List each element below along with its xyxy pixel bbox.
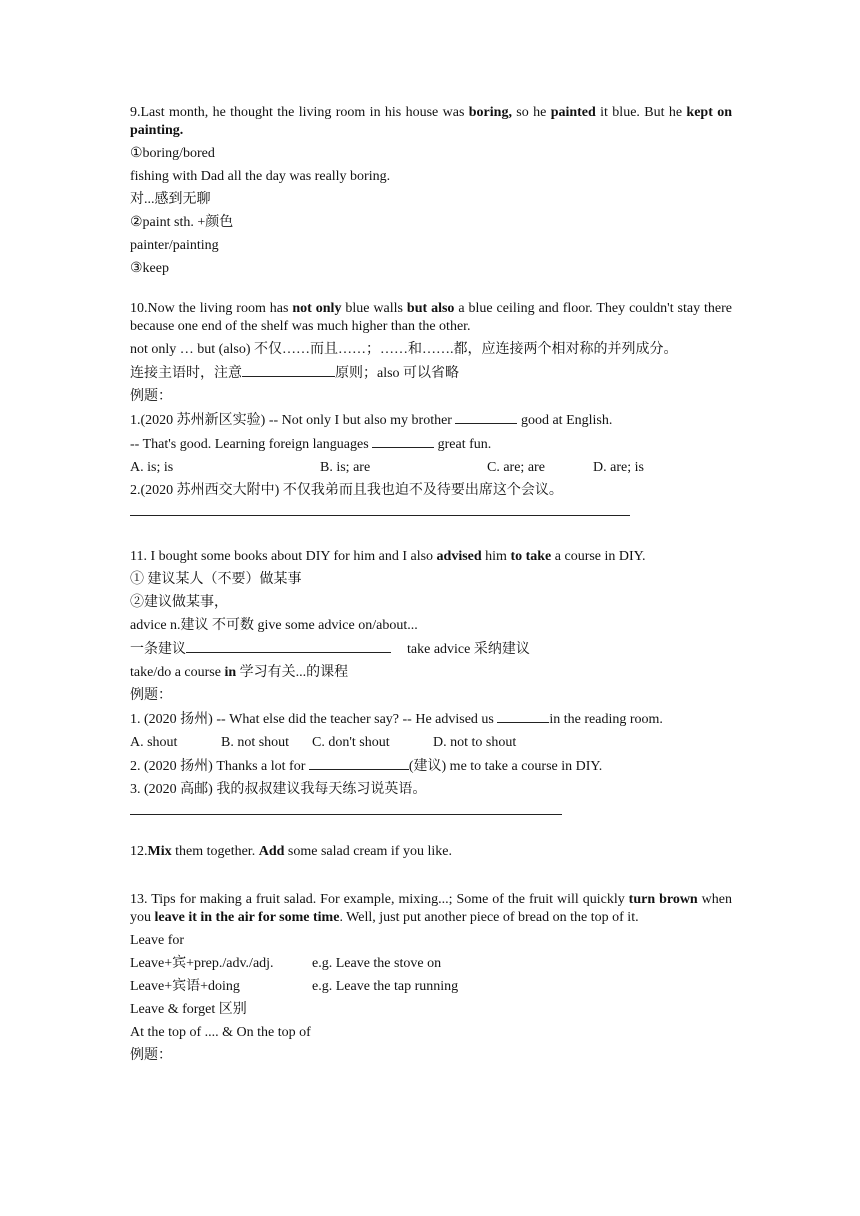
example-label: 例题： (130, 389, 172, 404)
text: in the reading room. (549, 712, 663, 727)
document-page (130, 104, 732, 1065)
text: 11. I bought some books about DIY for him and I also (130, 549, 437, 564)
text: so he (511, 105, 551, 120)
text: 原则；also 可以省略 (335, 366, 460, 381)
text: e.g. Leave the tap running (312, 979, 459, 994)
option-d: D. are; is (593, 460, 644, 475)
text: e.g. Leave the stove on (312, 956, 442, 971)
text: 10.Now the living room has (130, 301, 293, 316)
option-b: B. not shout (221, 735, 290, 750)
bold-text: not only (292, 301, 342, 316)
item-10-sentence (130, 300, 732, 336)
question-3: 3. (2020 高邮) 我的叔叔建议我每天练习说英语。 (130, 782, 427, 797)
bold-text: painted (550, 105, 596, 120)
bold-text: to take (510, 549, 552, 564)
note-line: ①boring/bored (130, 146, 215, 161)
note-line: ②paint sth. +颜色 (130, 215, 234, 230)
item-9-sentence (130, 104, 732, 140)
note-line (130, 640, 732, 659)
question-1 (130, 710, 732, 729)
text: 1. (2020 扬州) -- What else did the teacher say? -- He advised us (130, 712, 498, 727)
bold-text: boring, (468, 105, 512, 120)
text: 一条建议 (130, 642, 186, 657)
note-line: At the top of .... & On the top of (130, 1025, 311, 1040)
option-a: A. shout (130, 735, 178, 750)
fill-blank[interactable] (455, 411, 517, 424)
bold-text: turn brown (628, 892, 698, 907)
option-d: D. not to shout (433, 735, 517, 750)
option-c: C. are; are (487, 460, 545, 475)
fill-blank[interactable] (309, 757, 409, 770)
bold-text: Mix (147, 844, 172, 859)
text: good at English. (517, 413, 613, 428)
text: 9.Last month, he thought the living room in his house was (130, 105, 469, 120)
text: . Well, just put another piece of bread on the top of it. (339, 910, 639, 925)
text: Leave+宾+prep./adv./adj. (130, 956, 274, 971)
question-2: 2.(2020 苏州西交大附中) 不仅我弟而且我也迫不及待要出席这个会议。 (130, 483, 563, 498)
text: -- That's good. Learning foreign languages (130, 437, 373, 452)
option-a: A. is; is (130, 460, 174, 475)
bold-text: advised (436, 549, 482, 564)
bold-text: kept on painting. (130, 105, 732, 138)
fill-blank[interactable] (186, 640, 391, 653)
text: some salad cream if you like. (284, 844, 452, 859)
bold-text: Add (258, 844, 285, 859)
text: when you (130, 892, 732, 925)
text: 12. (130, 844, 148, 859)
note-line: ③keep (130, 261, 169, 276)
item-13-sentence (130, 891, 732, 927)
question-1 (130, 411, 732, 430)
example-label: 例题： (130, 1048, 172, 1063)
text: a course in DIY. (551, 549, 646, 564)
bold-text: leave it in the air for some time (154, 910, 340, 925)
text: 1.(2020 苏州新区实验) -- Not only I but also my brother (130, 413, 456, 428)
text: blue walls (341, 301, 407, 316)
option-b: B. is; are (320, 460, 371, 475)
note-line (130, 955, 732, 973)
answer-options (130, 734, 732, 752)
spacer (130, 278, 732, 300)
text: 13. Tips for making a fruit salad. For example, mixing...; Some of the fruit will quickly (130, 892, 629, 907)
text: take/do a course (130, 665, 225, 680)
fill-blank[interactable] (497, 710, 549, 723)
text: 学习有关...的课程 (236, 665, 349, 680)
text: them together. (171, 844, 259, 859)
text: 连接主语时，注意 (130, 366, 242, 381)
item-12-sentence (130, 843, 732, 861)
note-line: 对...感到无聊 (130, 192, 211, 207)
note-line: not only … but (also) 不仅……而且……；……和…….都，应连接两个相对称的并列成分。 (130, 342, 678, 357)
note-line: fishing with Dad all the day was really boring. (130, 169, 391, 184)
bold-text: in (224, 665, 237, 680)
fill-blank[interactable] (372, 435, 434, 448)
note-line (130, 978, 732, 996)
text: him (481, 549, 511, 564)
question-1-reply (130, 435, 732, 454)
note-line: advice n.建议 不可数 give some advice on/about... (130, 618, 418, 633)
item-11-sentence (130, 548, 732, 566)
note-line (130, 364, 732, 383)
text: a blue ceiling and floor. They couldn't stay there because one end of the shelf was much higher than the other. (130, 301, 732, 334)
option-c: C. don't shout (312, 735, 390, 750)
example-label: 例题： (130, 688, 172, 703)
note-line: ②建议做某事， (130, 595, 228, 610)
question-2 (130, 757, 732, 776)
note-line (130, 664, 732, 682)
text: take advice 采纳建议 (407, 642, 530, 657)
note-line: ① 建议某人（不要）做某事 (130, 572, 302, 587)
text: Leave+宾语+doing (130, 979, 240, 994)
answer-options (130, 459, 732, 477)
bold-text: but also (406, 301, 455, 316)
note-line: Leave & forget 区别 (130, 1002, 247, 1017)
text: (建议) me to take a course in DIY. (408, 759, 603, 774)
text: it blue. But he (595, 105, 687, 120)
text: great fun. (434, 437, 492, 452)
text: 2. (2020 扬州) Thanks a lot for (130, 759, 309, 774)
note-line: painter/painting (130, 238, 219, 253)
note-line: Leave for (130, 933, 185, 948)
fill-blank[interactable] (242, 364, 335, 377)
